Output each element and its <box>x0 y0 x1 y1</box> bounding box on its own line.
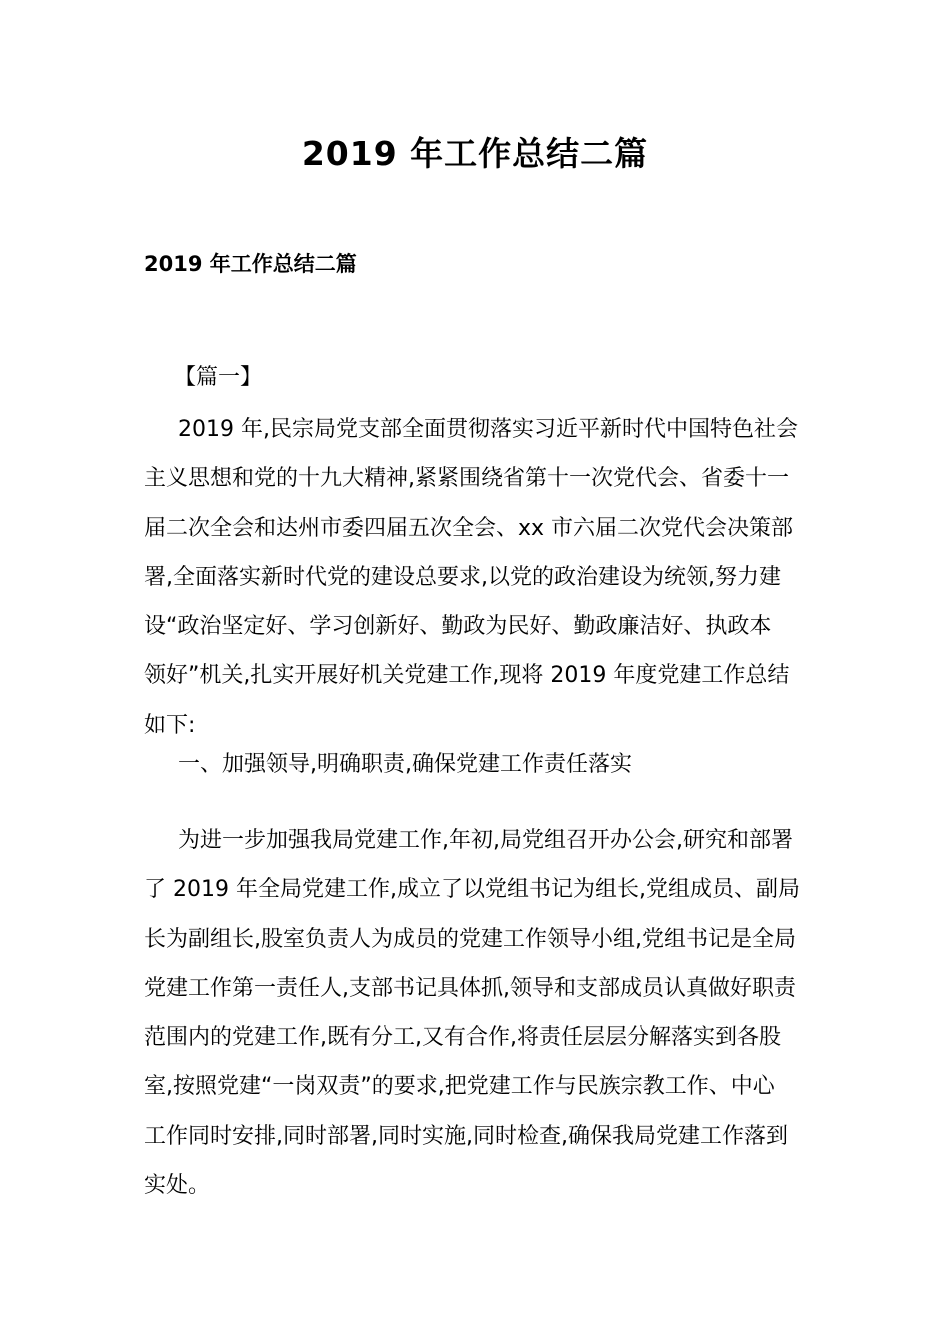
paragraph-line: 署,全面落实新时代党的建设总要求,以党的政治建设为统领,努力建 <box>144 564 781 590</box>
document-subtitle: 2019 年工作总结二篇 <box>144 252 357 276</box>
paragraph-line: 为进一步加强我局党建工作,年初,局党组召开办公会,研究和部署 <box>178 828 793 853</box>
paragraph-line: 范围内的党建工作,既有分工,又有合作,将责任层层分解落实到各股 <box>144 1025 781 1051</box>
section-tag: 【篇一】 <box>174 365 263 390</box>
paragraph-line: 领好”机关,扎实开展好机关党建工作,现将 2019 年度党建工作总结 <box>144 663 790 689</box>
paragraph-line: 室,按照党建“一岗双责”的要求,把党建工作与民族宗教工作、中心 <box>144 1074 775 1100</box>
section-heading <box>178 740 818 789</box>
paragraph-line: 长为副组长,股室负责人为成员的党建工作领导小组,党组书记是全局 <box>144 926 796 952</box>
paragraph-line: 了 2019 年全局党建工作,成立了以党组书记为组长,党组成员、副局 <box>144 877 800 903</box>
paragraph-line: 工作同时安排,同时部署,同时实施,同时检查,确保我局党建工作落到 <box>144 1123 788 1149</box>
paragraph-line: 实处。 <box>144 1173 211 1199</box>
document-title: 2019 年工作总结二篇 <box>301 134 649 173</box>
paragraph-line: 如下: <box>144 712 196 738</box>
paragraph-line: 党建工作第一责任人,支部书记具体抓,领导和支部成员认真做好职责 <box>144 975 796 1001</box>
paragraph-line: 届二次全会和达州市委四届五次全会、xx 市六届二次党代会决策部 <box>144 515 794 541</box>
paragraph-leadership <box>144 816 808 1210</box>
paragraph-line: 设“政治坚定好、学习创新好、勤政为民好、勤政廉洁好、执政本 <box>144 614 772 640</box>
paragraph-line: 2019 年,民宗局党支部全面贯彻落实习近平新时代中国特色社会 <box>178 417 798 442</box>
paragraph-intro <box>144 405 808 750</box>
section-heading-text: 一、加强领导,明确职责,确保党建工作责任落实 <box>178 752 632 777</box>
paragraph-line: 主义思想和党的十九大精神,紧紧围绕省第十一次党代会、省委十一 <box>144 466 789 492</box>
